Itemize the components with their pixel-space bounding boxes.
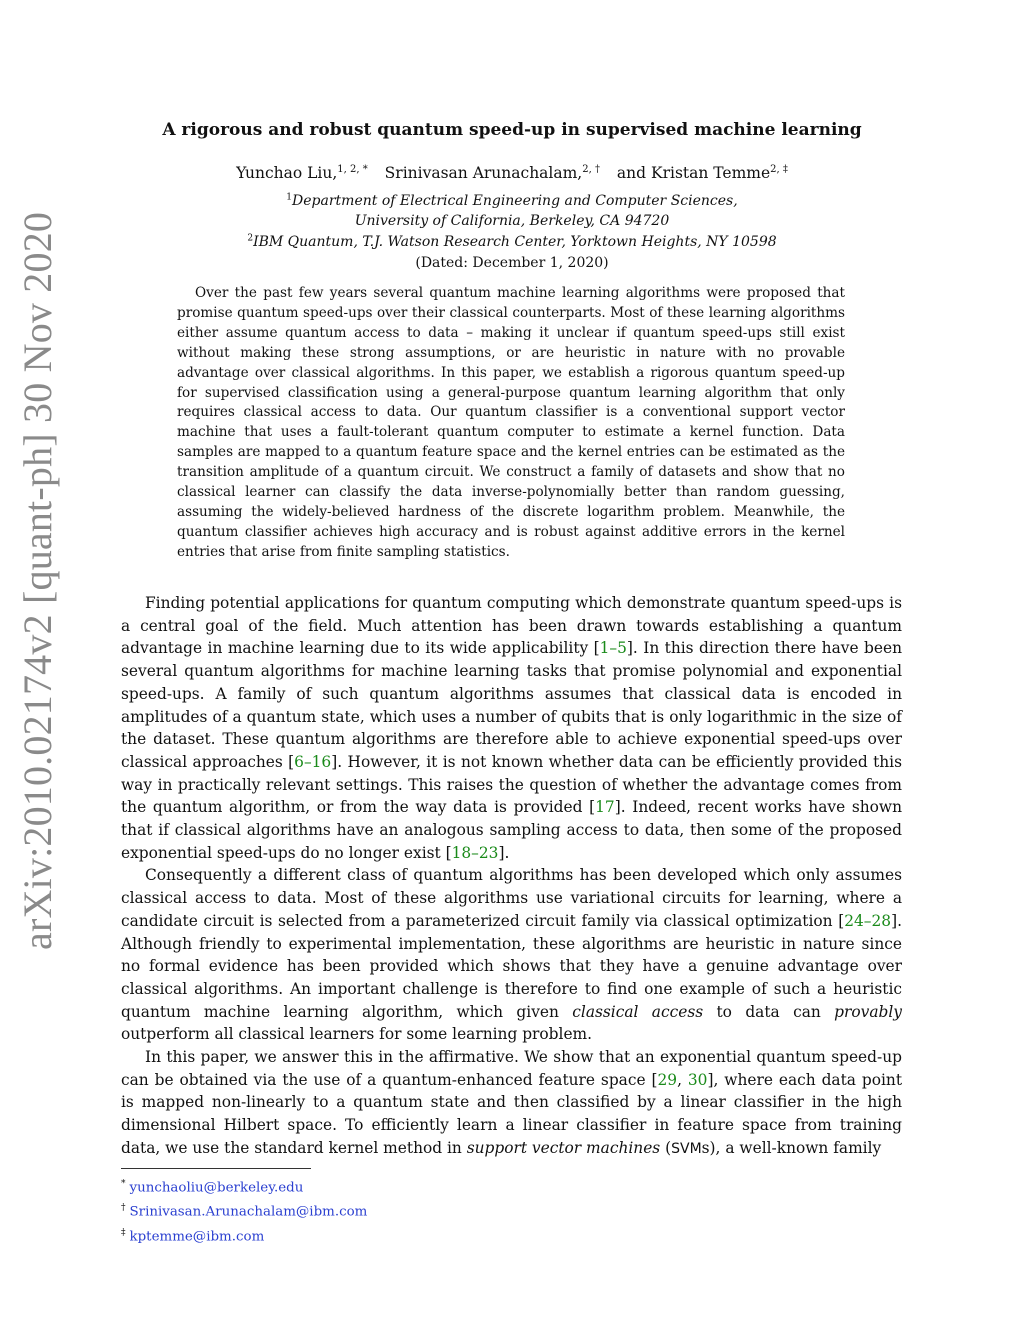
email-link[interactable]: Srinivasan.Arunachalam@ibm.com	[129, 1204, 368, 1220]
footnote: * yunchaoliu@berkeley.edu	[121, 1179, 304, 1196]
paragraph-1: Finding potential applications for quantum computing which demonstrate quantum speed-ups is a central goal of the field. Much attention has been drawn towards establishing a quantum advantage in machine learning due to its wide applicability [1–5]. In this direction there have been several quantum algorithms for machine learning tasks that promise polynomial and exponential speed-ups. A family of such quantum algorithms assumes that classical data is encoded in amplitudes of a quantum state, which uses a number of qubits that is only logarithmic in the size of the dataset. These quantum algorithms are therefore able to achieve exponential speed-ups over classical approaches [6–16]. However, it is not known whether data can be efficiently provided this way in practically relevant settings. This raises the question of whether the advantage comes from the quantum algorithm, or from the way data is provided [17]. Indeed, recent works have shown that if classical algorithms have an analogous sampling access to data, then some of the proposed exponential speed-ups do no longer exist [18–23].	[121, 594, 903, 862]
citation-link[interactable]: 30	[687, 1070, 708, 1089]
affiliation-text: Department of Electrical Engineering and Computer Sciences,	[292, 193, 738, 209]
citation-link[interactable]: 24–28	[844, 911, 892, 930]
author-marks: 2, ‡	[770, 163, 788, 175]
affiliation-1-line-2: University of California, Berkeley, CA 94720	[354, 213, 670, 229]
date-line: (Dated: December 1, 2020)	[415, 255, 609, 271]
citation-link[interactable]: 1–5	[599, 639, 627, 658]
affiliation-text: IBM Quantum, T.J. Watson Research Center, Yorktown Heights, NY 10598	[253, 234, 777, 250]
citation-link[interactable]: 18–23	[451, 843, 499, 862]
paragraph-3: In this paper, we answer this in the affirmative. We show that an exponential quantum speed-up can be obtained via the use of a quantum-enhanced feature space [29, 30], where each data point is mapped non-linearly to a quantum state and then classified by a linear classifier in the high dimensional Hilbert space. To efficiently learn a linear classifier in feature space from training data, we use the standard kernel method in support vector machines (SVMs), a well-known family	[121, 1048, 902, 1157]
author-name: Srinivasan Arunachalam,	[384, 164, 583, 182]
email-link[interactable]: yunchaoliu@berkeley.edu	[129, 1180, 304, 1196]
email-link[interactable]: kptemme@ibm.com	[129, 1229, 265, 1245]
emphasis: classical access	[572, 1002, 704, 1021]
paper-title: A rigorous and robust quantum speed-up in supervised machine learning	[162, 120, 862, 140]
emphasis: support vector machines	[466, 1138, 661, 1157]
affiliation-2	[120, 232, 904, 252]
abstract	[177, 284, 845, 563]
citation-link[interactable]: 6–16	[294, 752, 332, 771]
abstract-text: Over the past few years several quantum machine learning algorithms were proposed that promise quantum speed-ups over their classical counterparts. Most of these learning algorithms either assume quantum access to data – making it unclear if quantum speed-ups still exist without making these strong assumptions, or are heuristic in nature with no provable advantage over classical algorithms. In this paper, we establish a rigorous quantum speed-up for supervised classification using a general-purpose quantum learning algorithm that only requires classical access to data. Our quantum classifier is a conventional support vector machine that uses a fault-tolerant quantum computer to estimate a kernel function. Data samples are mapped to a quantum feature space and the kernel entries can be estimated as the transition amplitude of a quantum circuit. We construct a family of datasets and show that no classical learner can classify the data inverse-polynomially better than random guessing, assuming the widely-believed hardness of the discrete logarithm problem. Meanwhile, the quantum classifier achieves high accuracy and is robust against additive errors in the kernel entries that arise from finite sampling statistics.	[177, 285, 845, 560]
footnote: † Srinivasan.Arunachalam@ibm.com	[121, 1203, 368, 1220]
affiliation-1	[120, 191, 904, 211]
paragraph-2: Consequently a different class of quantum algorithms has been developed which only assumes classical access to data. Most of these algorithms use variational circuits for learning, where a candidate circuit is selected from a parameterized circuit family via classical optimization [24–28]. Although friendly to experimental implementation, these algorithms are heuristic in nature since no formal evidence has been provided which shows that they have a genuine advantage over classical algorithms. An important challenge is therefore to find one example of such a heuristic quantum machine learning algorithm, which given classical access to data can provably outperform all classical learners for some learning problem.	[121, 866, 902, 1044]
author-line	[120, 162, 904, 184]
author-conjunction: and	[616, 164, 647, 182]
footnotes	[121, 1174, 367, 1247]
affiliation-mark: 1	[286, 192, 293, 203]
citation-link[interactable]: 29	[657, 1070, 678, 1089]
citation-link[interactable]: 17	[595, 798, 615, 817]
footnote: ‡ kptemme@ibm.com	[121, 1227, 265, 1245]
main-text	[121, 592, 902, 1161]
affiliation-mark: 2	[247, 233, 254, 244]
author-name: Yunchao Liu,	[236, 164, 338, 182]
footnote-divider	[121, 1168, 311, 1169]
author-marks: 2, †	[582, 163, 600, 175]
emphasis: provably	[834, 1002, 902, 1021]
acronym: SVM	[671, 1140, 702, 1157]
author-name: Kristan Temme	[651, 164, 771, 182]
author-marks: 1, 2, *	[337, 163, 368, 175]
arxiv-identifier[interactable]: arXiv:2010.02174v2 [quant-ph] 30 Nov 2020	[15, 211, 60, 950]
